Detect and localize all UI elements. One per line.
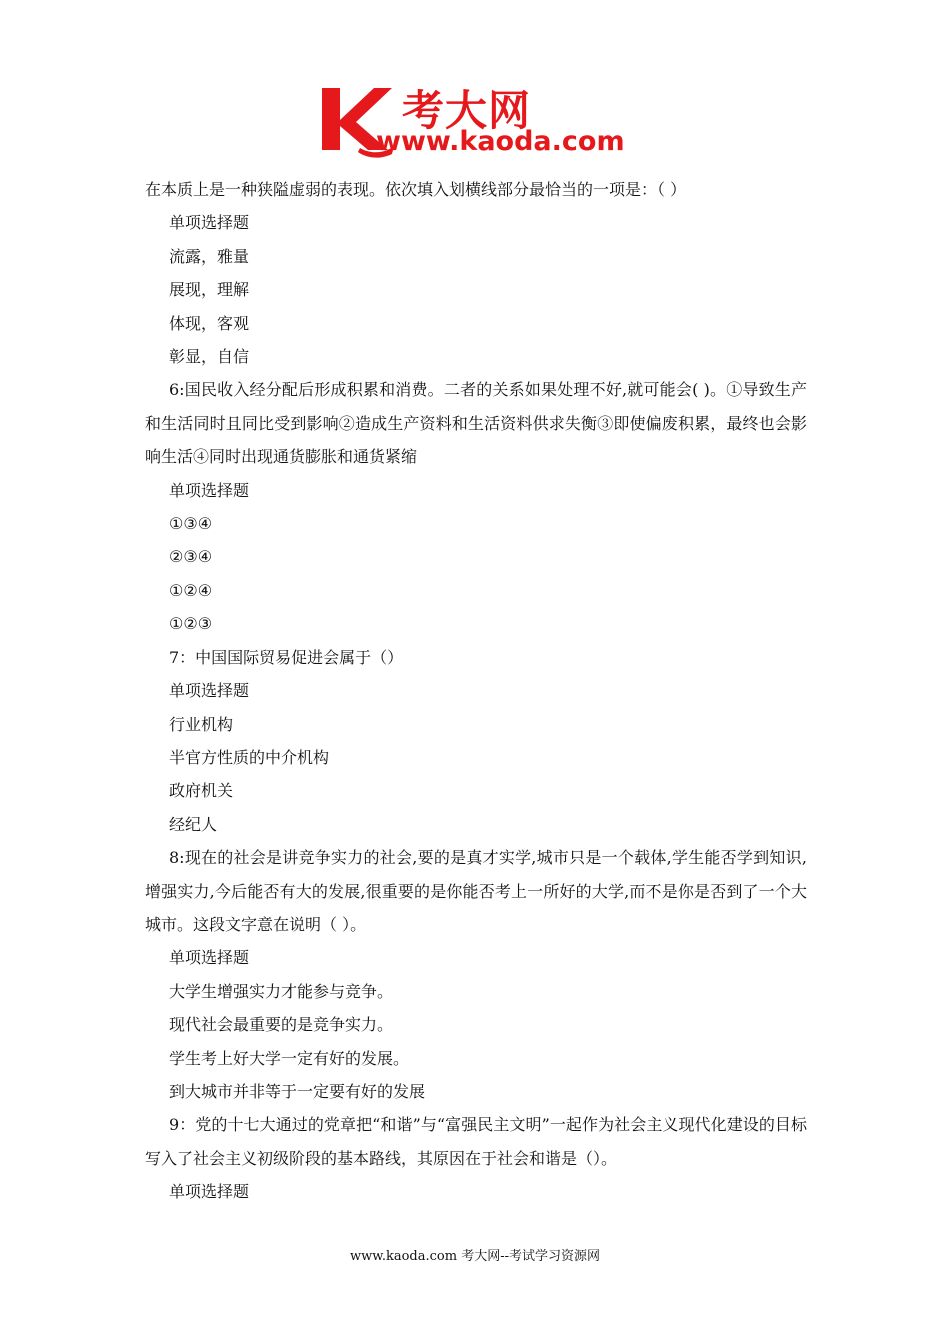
option: 半官方性质的中介机构	[169, 747, 330, 767]
question-stem: 7：中国国际贸易促进会属于（）	[169, 647, 404, 667]
option: 展现，理解	[169, 280, 250, 300]
question-type-label: 单项选择题	[169, 213, 250, 233]
option: 流露，雅量	[169, 246, 250, 266]
logo-brand-name: 考大网	[402, 86, 532, 135]
option: 行业机构	[169, 714, 234, 734]
question-continuation: 在本质上是一种狭隘虚弱的表现。依次填入划横线部分最恰当的一项是：（ ）	[145, 180, 687, 199]
question-stem: 6:国民收入经分配后形成积累和消费。二者的关系如果处理不好,就可能会( )。①导致生产和生活同时且同比受到影响②造成生产资料和生活资料供求失衡③即使偏废积累，最终也会影响生活④同时出现通货膨胀和通货紧缩	[145, 380, 807, 467]
question-type-label: 单项选择题	[169, 681, 250, 701]
option: 到大城市并非等于一定要有好的发展	[169, 1081, 426, 1101]
option: 体现，客观	[169, 313, 250, 333]
option: ①②④	[169, 580, 213, 600]
question-type-label: 单项选择题	[169, 1182, 250, 1202]
option: ②③④	[169, 547, 213, 567]
option: 政府机关	[169, 781, 234, 801]
kaoda-logo	[318, 82, 638, 162]
option: 大学生增强实力才能参与竞争。	[169, 981, 394, 1001]
option: 现代社会最重要的是竞争实力。	[169, 1015, 394, 1035]
question-stem: 8:现在的社会是讲竞争实力的社会,要的是真才实学,城市只是一个载体,学生能否学到知识,增强实力,今后能否有大的发展,很重要的是你能否考上一所好的大学,而不是你是否到了一个大城市。这段文字意在说明（ ）。	[145, 848, 807, 934]
question-type-label: 单项选择题	[169, 948, 250, 968]
option: ①③④	[169, 514, 213, 534]
page-footer: www.kaoda.com 考大网--考试学习资源网	[350, 1249, 600, 1264]
option: ①②③	[169, 614, 213, 634]
option: 彰显，自信	[169, 347, 250, 367]
logo-brand-url: www.kaoda.com	[376, 126, 625, 157]
question-stem: 9：党的十七大通过的党章把“和谐”与“富强民主文明”一起作为社会主义现代化建设的目标写入了社会主义初级阶段的基本路线，其原因在于社会和谐是（）。	[145, 1115, 807, 1168]
question-type-label: 单项选择题	[169, 480, 250, 500]
option: 经纪人	[169, 814, 218, 834]
option: 学生考上好大学一定有好的发展。	[169, 1048, 410, 1068]
document-body	[145, 173, 807, 1209]
